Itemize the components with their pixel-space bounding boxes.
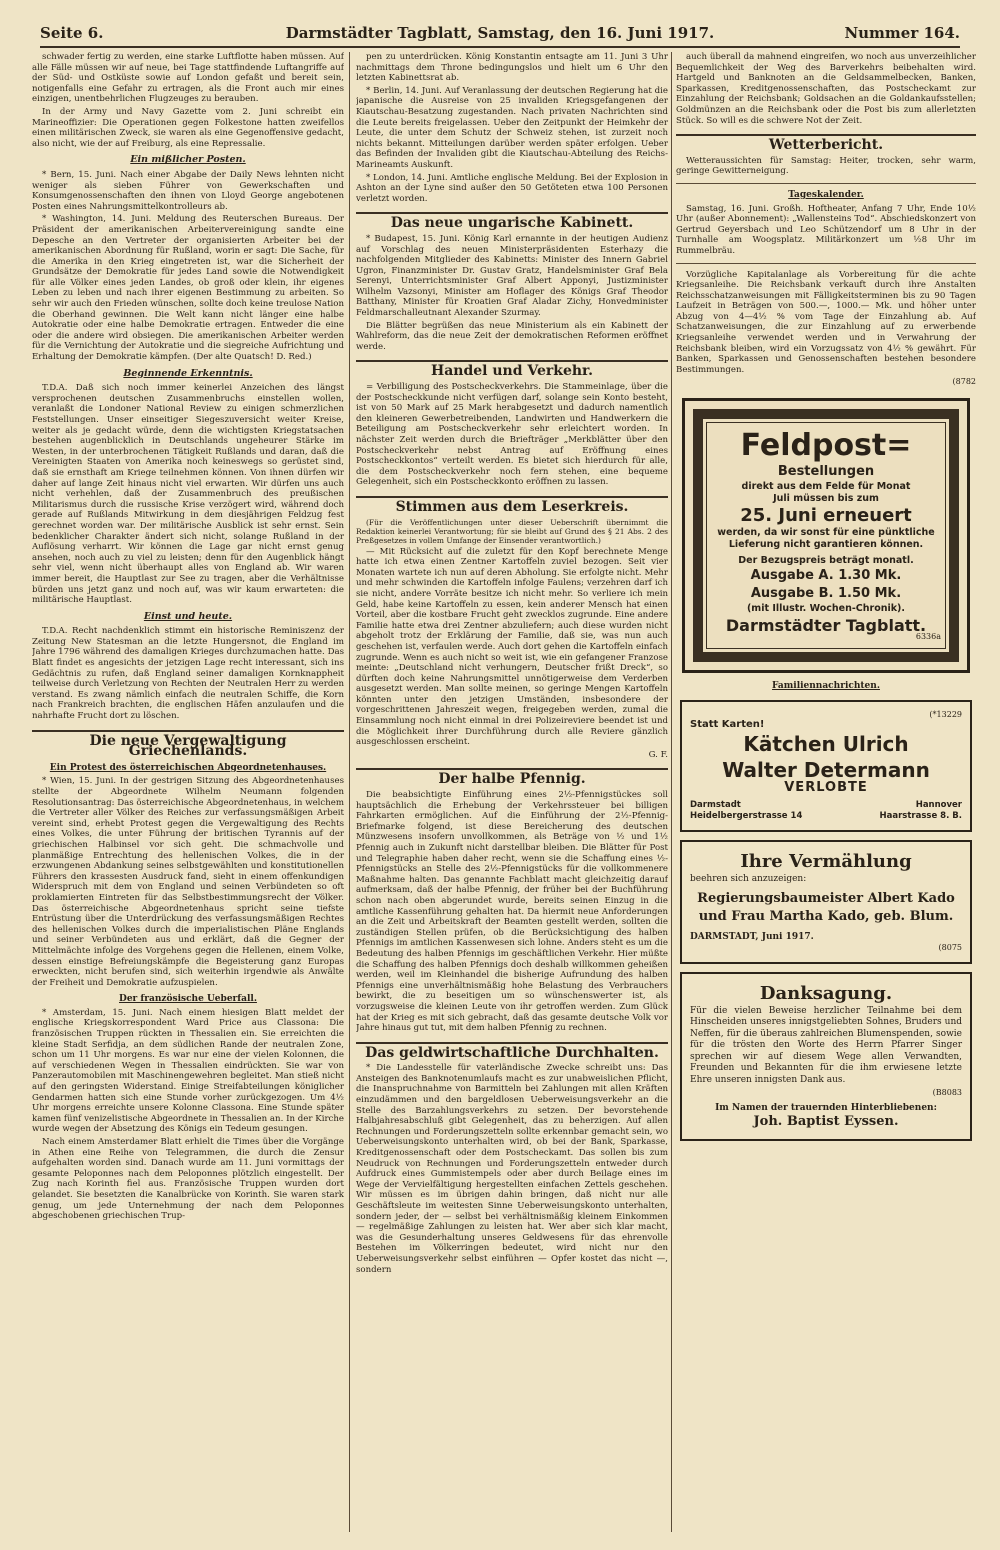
ad-sub: beehren sich anzuzeigen: [690,873,807,884]
feldpost-title: Feldpost= [740,428,912,464]
ad-name: und Frau Martha Kado, geb. Blum. [698,909,954,925]
article-text: pen zu unterdrücken. König Konstantin entsagte am 11. Juni 3 Uhr nachmittags dem Throne bedingungslos und hielt um 6 Uhr den letzten Kabinettsrat ab. [356,52,668,84]
ad-closing: Im Namen der trauernden Hinterbliebenen: [715,1102,937,1113]
address: Heidelbergerstrasse 14 [690,811,803,822]
feldpost-subtitle: Bestellungen [777,464,875,480]
section-heading: Tageskalender. [788,189,864,200]
feldpost-paper: Darmstädter Tagblatt. [725,616,927,636]
ad-label: VERLOBTE [784,780,868,795]
divider [676,183,976,184]
engagement-ad [680,700,972,832]
signature: G. F. [648,749,668,760]
weather-text: Wetteraussichten für Samstag: Heiter, trocken, sehr warm, geringe Gewitterneigung. [676,155,976,177]
city: Darmstadt [690,799,741,810]
feldpost-line: direkt aus dem Felde für Monat [741,481,911,493]
ad-code: (*13229 [929,709,962,719]
feldpost-price-b: Ausgabe B. 1.50 Mk. [750,586,902,602]
section-heading: Das neue ungarische Kabinett. [356,212,668,229]
editor-note: (Für die Veröffentlichungen unter dieser Ueberschrift übernimmt die Redaktion keinerlei Verantwortung; für sie bleibt auf Grund des § 21 Abs. 2 des Preßgesetzes in vollem Umfange der Einsender verantwortlich.) [356,517,668,545]
ad-top: Statt Karten! [690,719,765,731]
article-text: T.D.A. Daß sich noch immer keinerlei Anzeichen des längst versprochenen deutschen Zusammenbruchs einstellen wollen, veranlaßt die Londoner National Review zu einigen schmerzlichen Feststellungen. Unser einseitiger Siegeszuversicht weiter Kreise, weiter als je gedacht würde, denn die wichtigsten Kriegstatsachen bestehen augenblicklich in Deutschlands ungeheurer Stärke im Westen, in der unterbrochenen Tätigkeit Rußlands und daran, daß die Vereinigten Staaten von Amerika noch keineswegs so gerüstet sind, daß sie ernsthaft am Kriege teilnehmen können. Von ihnen dürfen wir daher auf lange Zeit hinaus nicht viel erwarten. Wir dürfen uns auch nicht verhehlen, daß der Zusammenbruch des preußischen Militarismus durch die russische Krise verzögert wird, während doch gerade auf Rußlands Mitwirkung in dem diesjährigen Feldzug fest gerechnet worden war. Der militärische Ausblick ist sehr ernst. Sein bedenklicher Charakter ändert sich nicht, solange Rußland in der Auflösung verharrt. Wir können die Lage gar nicht ernst genug ansehen, noch auch zu viel zu leisten; denn für den Augenblick hängt sehr viel, wenn nicht überhaupt alles von England ab. Wir waren immer bereit, die Hauptlast zur See zu tragen, aber die Verhältnisse bürden uns jetzt ganz und noch auf, was wir kaum erwarteten: die militärische Hauptlast. [32,383,344,606]
section-heading: Der halbe Pfennig. [356,768,668,785]
ad-name: Walter Determann [722,758,930,782]
feldpost-price-a: Ausgabe A. 1.30 Mk. [750,568,902,584]
article-text: * Washington, 14. Juni. Meldung des Reuterschen Bureaus. Der Präsident der amerikanischen Arbeitervereinigung sandte eine Depesche an den Vertreter der organisierten Arbeiter bei der amerikanischen Abordnung für Rußland, worin er sagt: Die Sache, für die Amerika in den Krieg eingetreten ist, war die Sicherheit der Grundsätze der Demokratie für jedes Land sowie die Notwendigkeit für alle Völker eines jeden Landes, ob groß oder klein, ihr eigenes Leben zu leben und nach ihrer eigenen Bestimmung zu arbeiten. So sehr wir auch den Frieden wünschen, sollte doch keine treulose Nation die Oberhand gewinnen. Die Welt kann nicht länger eine halbe Autokratie oder eine halbe Demokratie ertragen. Entweder die eine oder die andere wird obsiegen. Die amerikanischen Arbeiter werden für die Vernichtung der Autokratie und die siegreiche Aufrichtung und Erhaltung der Demokratie kämpfen. (Der alte Quatsch! D. Red.) [32,214,344,363]
calendar-text: Samstag, 16. Juni. Großh. Hoftheater, Anfang 7 Uhr, Ende 10½ Uhr (außer Abonnement): „Wallensteins Tod“. Abschiedskonzert von Gertrud Geyersbach und Leo Schützendorf um 8 Uhr in der Turnhalle am Woogsplatz. Militärkonzert um ½8 Uhr im Rummelbräu. [676,203,976,256]
ad-text: Vorzügliche Kapitalanlage als Vorbereitung für die achte Kriegsanleihe. Die Reichsbank verkauft durch ihre Anstalten Reichsschatzanweisungen mit Fälligkeitsterminen bis zu 90 Tagen Laufzeit in Beträgen von 500.—, 1000.— Mk. und höher unter Abzug von 4—4½ % vom Tage der Einzahlung ab. Auf Schatzanweisungen, die zur Einzahlung auf zu erwerbende Kriegsanleihe verwendet werden und in Verwahrung der Reichsbank bleiben, wird ein Vorzugssatz von 4½ % gewährt. Für Banken, Sparkassen und Genossenschaften bestehen besondere Bestimmungen. [676,269,976,375]
section-heading: Die neue Vergewaltigung Griechenlands. [32,730,344,757]
ad-name: Regierungsbaumeister Albert Kado [697,891,955,907]
masthead: Darmstädter Tagblatt, Samstag, den 16. Juni 1917. [285,24,715,42]
ad-signature: Joh. Baptist Eyssen. [753,1114,899,1130]
column-3 [676,52,976,1532]
article-text: Die beabsichtigte Einführung eines 2½-Pfennigstückes soll hauptsächlich die Erhebung der Verkehrssteuer bei billigen Fahrkarten ermöglichen. Auf die Einführung der 2½-Pfennig-Briefmarke folgend, ist diese Bereicherung des deutschen Münzwesens insofern unvollkommen, als Beträge von ½ und 1½ Pfennig auch in Zukunft nicht darstellbar bleiben. Die Blätter für Post und Telegraphie haben daher recht, wenn sie die Schaffung eines ½-Pfennigstücks an Stelle des 2½-Pfennigstücks für die vollkommenere Maßnahme halten. Das genannte Fachblatt macht gleichzeitig darauf aufmerksam, daß der halbe Pfennig, der früher bei der Buchführung schon nach oben abgerundet wurde, bereits seinen Einzug in die amtliche Kassenführung gehalten hat. Da hiermit neue Anforderungen an die Zeit und Arbeitskraft der Beamten gestellt werden, sollten die zuständigen Stellen prüfen, ob die Berücksichtigung des halben Pfennigs im amtlichen Kassenwesen sich lohne. Anders steht es um die Bedeutung des halben Pfennigs im geschäftlichen Verkehr. Hier müßte die Schaffung des halben Pfennigs doch deshalb willkommen geheißen werden, weil im Kleinhandel die bisherige Aufrundung des halben Pfennigs eine unverhältnismäßig hohe Belastung des Verbrauchers bewirkt, die zu beseitigen um so wünschenswerter ist, als vorzugsweise die kleinen Leute von ihr getroffen werden. Zum Glück hat der Krieg es mit sich gebracht, daß das gesamte deutsche Volk vor Jahre hinaus gut tut, mit dem halben Pfennig zu rechnen. [356,790,668,1034]
section-heading: Wetterbericht. [676,134,976,151]
article-text: auch überall da mahnend eingreifen, wo noch aus unverzeihlicher Bequemlichkeit der Weg des Barverkehrs beibehalten wird. Hartgeld und Banknoten an die Geldsammelbecken, Banken, Sparkassen, Kreditgenossenschaften, das Postscheckamt zur Einzahlung der Reichsbank; Goldsachen an die Goldankaufsstellen; Goldmünzen an die Reichsbank oder die Post bis zum allerletzten Stück. So will es die schwere Not der Zeit. [676,52,976,126]
article-text: * London, 14. Juni. Amtliche englische Meldung. Bei der Explosion in Ashton an der Lyne sind außer den 50 Getöteten etwa 100 Personen verletzt worden. [356,172,668,204]
ad-code: 6336a [915,631,941,641]
section-subheading: Ein Protest des österreichischen Abgeordnetenhauses. [49,762,327,773]
ad-title: Danksagung. [759,982,893,1004]
section-heading: Familiennachrichten. [772,681,880,692]
section-heading: Handel und Verkehr. [356,360,668,377]
page-number: Seite 6. [40,24,104,42]
feldpost-line: Juli müssen bis zum [773,493,879,505]
thanks-ad [680,972,972,1142]
ad-code: (B8083 [932,1088,962,1098]
ad-cities [690,800,962,811]
article-text: * Berlin, 14. Juni. Auf Veranlassung der deutschen Regierung hat die japanische die Ausreise von 25 invaliden Kriegsgefangenen der Kiautschau-Besatzung zugestanden. Nach privaten Nachrichten sind die Leute bereits freigelassen. Ueber den Zeitpunkt der Heimkehr der Leute, die unter dem Schutz der Schweiz stehen, ist zurzeit noch nichts bekannt. Mitteilungen darüber werden später erfolgen. Ueber das Befinden der Invaliden gibt die Kiautschau-Abteilung des Reichs-Marineamts Auskunft. [356,85,668,170]
article-text: = Verbilligung des Postscheckverkehrs. Die Stammeinlage, über die der Postscheckkunde nicht verfügen darf, solange sein Konto besteht, ist von 50 Mark auf 25 Mark herabgesetzt und dadurch namentlich den kleineren Gewerbetreibenden, Landwirten und Handwerkern die Beteiligung am Postscheckverkehr sehr erleichtert worden. In nächster Zeit werden durch die Briefträger „Merkblätter über den Postscheckverkehr nebst Antrag auf Eröffnung eines Postscheckkontos“ verteilt werden. Es bietet sich hierdurch für alle, die dem Postscheckverkehr noch fern stehen, eine bequeme Gelegenheit, sich ein Postscheckkonto eröffnen zu lassen. [356,382,668,488]
section-heading: Das geldwirtschaftliche Durchhalten. [356,1042,668,1059]
city: Hannover [915,799,962,810]
ad-place: DARMSTADT, Juni 1917. [690,932,814,943]
feldpost-line: werden, da wir sonst für eine pünktliche Lieferung nicht garantieren können. [717,527,935,551]
ad-code: (8075 [938,942,962,952]
feldpost-price-intro: Der Bezugspreis beträgt monatl. [738,555,914,567]
article-heading: Einst und heute. [143,610,233,622]
article-text: * Wien, 15. Juni. In der gestrigen Sitzung des Abgeordnetenhauses stellte der Abgeordnete Wilhelm Neumann folgenden Resolutionsantrag: Das österreichische Abgeordnetenhaus, in welchem die Vertreter aller Völker des Reiches zur verfassungsmäßigen Arbeit vereint sind, erhebt Protest gegen die Vergewaltigung des Rechts eines Volkes, die unter Führung der britischen Tyrannis auf der griechischen Halbinsel vor sich geht. Die schmachvolle und planmäßige Entrechtung des hellenischen Volkes, die in der erzwungenen Abdankung seines selbstgewählten und konstitutionellen Führers den krassesten Ausdruck fand, sieht in einem offenkundigen Widerspruch mit dem von England und seinen Verbündeten so oft proklamierten Eintreten für das Selbstbestimmungsrecht der Völker. Das österreichische Abgeordnetenhaus spricht seine tiefste Entrüstung über die Unterdrückung des verfassungsmäßigen Rechtes des hellenischen Volkes durch die imperialistischen Pläne Englands und seiner Verbündeten aus und erklärt, daß die Gegner der Mittelmächte infolge des Vorgehens gegen die Hellenen, einem Volke, dessen einstige Befreiungskämpfe die Begeisterung ganz Europas erweckten, nicht berufen sind, sich weiterhin irgendwie als Anwälte der Freiheit und Demokratie aufzuspielen. [32,776,344,988]
column-rule [671,52,672,1532]
article-text: * Die Landesstelle für vaterländische Zwecke schreibt uns: Das Ansteigen des Banknotenumlaufs macht es zur unabweislichen Pflicht, die Inanspruchnahme von Barmitteln bei Zahlungen mit allen Kräften einzudämmen und den bargeldlosen Ueberweisungsverkehr an die Stelle des Barzahlungsverkehrs zu setzen. Der bevorstehende Halbjahresabschluß gibt Gelegenheit, das zu beherzigen. Auf allen Rechnungen und Forderungszetteln sollte erkennbar gemacht sein, wo Ueberweisungskonto unterhalten wird, ob bei der Bank, Sparkasse, Kreditgenossenschaft oder dem Postscheckamt. Das sollen bis zum Neudruck von Rechnungen und Forderungszetteln entweder durch Aufdruck eines Gummistempels oder aber durch Beilage eines im Wege der Vervielfältigung hergestellten einfachen Zettels geschehen. Wir müssen es im übrigen dahin bringen, daß nicht nur alle Geschäftsleute im weitesten Sinne Ueberweisungskonto unterhalten, sondern jeder, der — selbst bei verhältnismäßig kleinem Einkommen — regelmäßige Zahlungen zu leisten hat. Wer aber sich klar macht, was die Gesunderhaltung unseres Geldwesens für das ehrenvolle Bestehen im Völkerringen bedeutet, wird nicht nur den Ueberweisungsverkehr selbst einführen — Opfer kostet das nicht —, sondern [356,1063,668,1275]
ad-text: Für die vielen Beweise herzlicher Teilnahme bei dem Hinscheiden unseres innigstgeliebten Sohnes, Bruders und Neffen, für die überaus zahlreichen Blumenspenden, sowie für die trösten den Worte des Herrn Pfarrer Singer sprechen wir auf diesem Wege allen Verwandten, Freunden und Bekannten für die ihm erwiesene letzte Ehre unseren innigsten Dank aus. [690,1005,962,1085]
article-text: — Mit Rücksicht auf die zuletzt für den Kopf berechnete Menge hatte ich etwa einen Zentner Kartoffeln zuviel bezogen. Seit vier Monaten wartete ich nun auf deren Abholung. Sie erfolgte nicht. Mehr und mehr schwinden die Kartoffeln infolge Faulens; verzehren darf ich sie nicht, andere Vorräte besitze ich nicht mehr. So verliere ich mein Geld, habe keine Kartoffeln zu essen, kein anderer Mensch hat einen Vorteil, aber die kostbare Frucht geht zwecklos zugrunde. Eine andere Familie hatte etwa drei Zentner abzuliefern; auch diese wurden nicht abgeholt trotz der Erklärung der Familie, daß sie, was nun auch geschehen ist, verfaulen werde. Auch dort gehen die Kartoffeln einfach zugrunde. Wenn es auch nicht so weit ist, wie ein gefangener Franzose meinte: „Deutschland nicht verhungern, Deutscher frißt Dreck“, so dürften doch keine Nahrungsmittel unnötigerweise dem Verderben ausgesetzt werden. Man sollte meinen, so geringe Mengen Kartoffeln könnten unter den jetzigen Umständen, insbesondere der vorgeschrittenen Jahreszeit wegen, freigegeben werden, zumal die Einsammlung noch nicht einmal in drei Polizeireviere beendet ist und die Möglichkeit ihrer Durchführung durch alle Reviere gänzlich ausgeschlossen erscheint. [356,546,668,748]
ad-code: (8782 [952,377,976,387]
article-heading: Ein mißlicher Posten. [130,154,246,166]
article-text: schwader fertig zu werden, eine starke Luftflotte haben müssen. Auf alle Fälle müssen wir auf neue, bei Tage stattfindende Luftangriffe auf der Süd- und Ostküste sowie auf London gefaßt und bereit sein, notigenfalls eine Gefahr zu ertragen, als die Front auch mir eines einzigen, unentbehrlichen Flugzeuges zu berauben. [32,52,344,105]
article-heading: Der französische Ueberfall. [119,994,257,1005]
article-heading: Beginnende Erkenntnis. [123,367,253,379]
section-heading: Stimmen aus dem Leserkreis. [356,496,668,513]
article-text: T.D.A. Recht nachdenklich stimmt ein historische Reminiszenz der Zeitung New Statesman an die letzte Hungersnot, die England im Jahre 1796 während des damaligen Krieges durchzumachen hatte. Das Blatt findet es angesichts der jetzigen Lage recht interessant, sich ins Gedächtnis zu rufen, daß England seiner damaligen Kornknappheit teilweise durch Verletzung von Rechten der Neutralen Herr zu werden verstand. Es zwang nämlich einfach die neutralen Schiffe, die Korn nach Frankreich brachten, die englischen Häfen anzulaufen und die nahrhafte Frucht dort zu löschen. [32,626,344,722]
divider [676,263,976,264]
ad-addresses [690,811,962,822]
ad-title: Ihre Vermählung [740,850,912,872]
issue-number: Nummer 164. [844,24,960,42]
article-text: Nach einem Amsterdamer Blatt erhielt die Times über die Vorgänge in Athen eine Reihe von Telegrammen, die durch die Zensur aufgehalten worden sind. Danach wurde am 11. Juni vormittags der gesamte Peloponnes nach dem Peloponnes plötzlich eingestellt. Der Zug nach Korinth fiel aus. Französische Truppen wurden dort gelandet. Sie besetzten die Kanalbrücke von Korinth. Sie waren stark genug, um jede Unternehmung der nach dem Peloponnes abgeschobenen griechischen Trup- [32,1137,344,1222]
feldpost-date: 25. Juni erneuert [740,505,912,527]
feldpost-ad [682,398,970,673]
feldpost-note: (mit Illustr. Wochen-Chronik). [746,603,906,615]
column-2 [356,52,668,1532]
ad-name: Kätchen Ulrich [743,732,909,756]
article-text: In der Army und Navy Gazette vom 2. Juni schreibt ein Marineoffizier: Die Operationen gegen Folkestone hatten zweifellos einen militärischen Zweck, sie waren als eine Gegenoffensive gedacht, also nicht, wie der auf Freiburg, als eine Repressalie. [32,106,344,149]
address: Haarstrasse 8. B. [879,811,962,822]
page-header [40,22,960,48]
article-text: * Amsterdam, 15. Juni. Nach einem hiesigen Blatt meldet der englische Kriegskorrespondent Ward Price aus Classona: Die französischen Truppen rückten in Thessalien ein. Sie erreichten die kleine Stadt Serfidja, an dem südlichen Rande der neutralen Zone, schon um 11 Uhr morgens. Es war nur eine der vielen Kolonnen, die auf verschiedenen Wegen in Thessalien eindrückten. Sie war von Panzerautomobilen mit Maschinengewehren begleitet. Man stieß nicht auf den geringsten Widerstand. Einige Streifabteilungen königlicher Gendarmen hatten sich eine Stunde vorher zurückgezogen. Um 4½ Uhr morgens erreichte unsere Kolonne Classona. Eine Stunde später kamen fünf venizelistische Abgeordnete in Thessalien an. In der Kirche wurde wegen der Absetzung des Königs ein Tedeum gesungen. [32,1007,344,1135]
article-text: Die Blätter begrüßen das neue Ministerium als ein Kabinett der Wahlreform, das die neue Zeit der demokratischen Reformen eröffnet werde. [356,320,668,352]
wedding-ad [680,840,972,964]
article-text: * Bern, 15. Juni. Nach einer Abgabe der Daily News lehnten nicht weniger als sieben Führer von Gewerkschaften und Konsumgenossenschaften den ihnen von Lloyd George angebotenen Posten eines Nahrungsmittelkontrolleurs ab. [32,169,344,212]
column-1 [32,52,344,1532]
column-rule [349,52,350,1532]
article-text: * Budapest, 15. Juni. König Karl ernannte in der heutigen Audienz auf Vorschlag des neuen Ministerpräsidenten Esterhazy die nachfolgenden Mitglieder des Kabinetts: Minister des Innern Gabriel Ugron, Finanzminister Dr. Gustav Gratz, Handelsminister Graf Bela Serenyi, Unterrichtsminister Graf Albert Apponyi, Justizminister Wilhelm Vazsonyi, Minister am Hoflager des Königs Graf Theodor Batthany, Minister für Kroatien Graf Aladar Zichy, Honvedminister Feldmarschalleutnant Alexander Szurmay. [356,233,668,319]
